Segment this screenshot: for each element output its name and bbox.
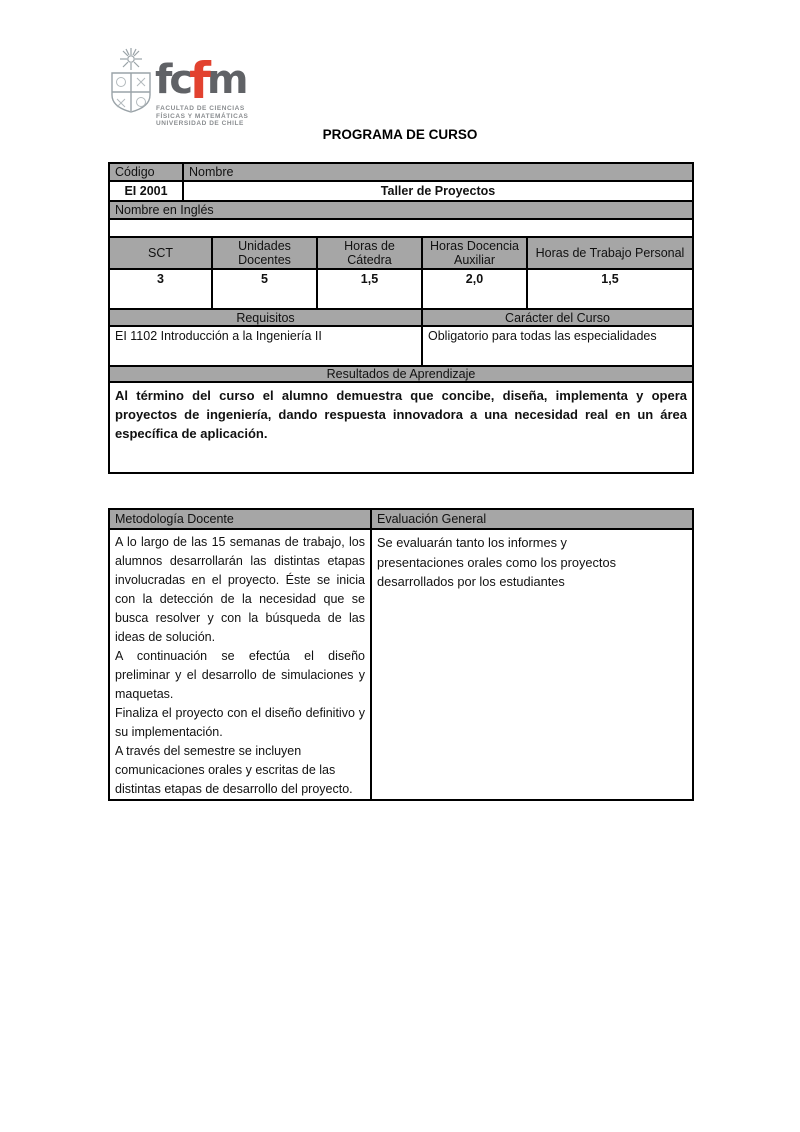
horas-trabajo-personal-value-cell: 1,5 (527, 269, 693, 309)
fcfm-logo (108, 45, 258, 127)
evaluation-line: desarrollados por los estudiantes (377, 574, 565, 589)
page-title: PROGRAMA DE CURSO (322, 127, 478, 142)
caption-line-2: FÍSICAS Y MATEMÁTICAS (156, 112, 249, 120)
horas-docencia-auxiliar-value-cell: 2,0 (422, 269, 527, 309)
codigo-value-cell: EI 2001 (109, 181, 183, 201)
caption-line-1: FACULTAD DE CIENCIAS (156, 105, 245, 112)
credits-table (108, 236, 694, 367)
learning-outcomes-table (108, 365, 694, 474)
horas-trabajo-personal-header-cell: Horas de Trabajo Personal (527, 237, 693, 269)
horas-catedra-value-cell: 1,5 (317, 269, 422, 309)
caracter-value-cell: Obligatorio para todas las especialidades (422, 326, 693, 366)
unidades-docentes-header-cell: Unidades Docentes (212, 237, 317, 269)
caption-line-3: UNIVERSIDAD DE CHILE (156, 120, 244, 127)
codigo-header-cell: Código (109, 163, 183, 181)
requisitos-value-cell: EI 1102 Introducción a la Ingeniería II (109, 326, 422, 366)
requisitos-header-cell: Requisitos (109, 309, 422, 326)
horas-docencia-auxiliar-header-cell: Horas Docencia Auxiliar (422, 237, 527, 269)
evaluation-line: presentaciones orales como los proyectos (377, 554, 616, 570)
faculty-caption (156, 105, 248, 128)
methodology-evaluation-table (108, 508, 694, 801)
unidades-docentes-value-cell: 5 (212, 269, 317, 309)
resultados-text-cell: Al término del curso el alumno demuestra que concibe, diseña, implementa y opera proyectos de ingeniería, dando respuesta innovadora a una necesidad real en un área específica de aplicación. (109, 382, 693, 473)
metodologia-header-cell: Metodología Docente (109, 509, 371, 529)
methodology-paragraph: A través del semestre se incluyen comunicaciones orales y escritas de las distintas etapas de desarrollo del proyecto. (115, 744, 353, 796)
nombre-ingles-value-cell (109, 219, 693, 237)
sct-value-cell: 3 (109, 269, 212, 309)
wordmark-fc: fc (155, 57, 191, 103)
course-id-table (108, 162, 694, 238)
methodology-paragraph: A lo largo de las 15 semanas de trabajo, los alumnos desarrollarán las distintas etapas involucradas en el proyecto. Éste se inicia con la detección de la necesidad que se busca resolver y con la búsqueda de las ideas de solución. (115, 535, 365, 644)
resultados-header-cell: Resultados de Aprendizaje (109, 366, 693, 382)
nombre-header-cell: Nombre (183, 163, 693, 181)
university-crest-icon (108, 47, 154, 119)
metodologia-text-cell (109, 529, 371, 800)
evaluation-line: Se evaluarán tanto los informes y (377, 535, 567, 550)
methodology-paragraph: A continuación se efectúa el diseño preliminar y el desarrollo de simulaciones y maquetas. (115, 649, 365, 701)
wordmark-red-f: f (189, 52, 208, 110)
methodology-paragraph: Finaliza el proyecto con el diseño definitivo y su implementación. (115, 706, 365, 739)
nombre-value-cell: Taller de Proyectos (183, 181, 693, 201)
course-info-table (108, 162, 694, 474)
caracter-header-cell: Carácter del Curso (422, 309, 693, 326)
sct-header-cell: SCT (109, 237, 212, 269)
evaluacion-text-cell (371, 529, 693, 800)
nombre-ingles-header-cell: Nombre en Inglés (109, 201, 693, 219)
horas-catedra-header-cell: Horas de Cátedra (317, 237, 422, 269)
wordmark-m: m (206, 57, 246, 103)
evaluacion-header-cell: Evaluación General (371, 509, 693, 529)
